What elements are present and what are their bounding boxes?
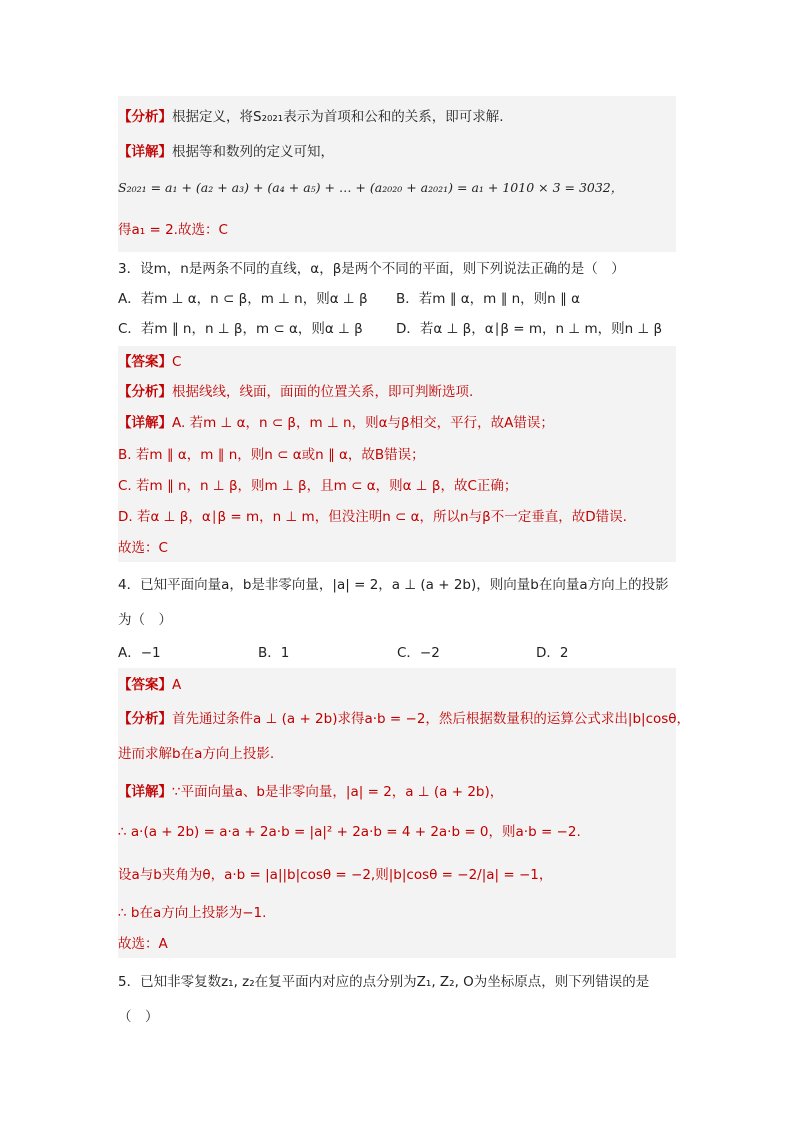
q2-formula: S₂₀₂₁ = a₁ + (a₂ + a₃) + (a₄ + a₅) + … + (a₂₀₂₀ + a₂₀₂₁) = a₁ + 1010 × 3 = 3032， <box>118 180 624 195</box>
analysis-text: 根据线线，线面，面面的位置关系，即可判断选项. <box>172 384 474 400</box>
q4-detail-2: ∴ a·(a + 2b) = a·a + 2a·b = |a|² + 2a·b = 4 + 2a·b = 0，则a·b = −2. <box>118 824 581 840</box>
q4-answer <box>118 675 676 695</box>
q4-detail-4: ∴ b在a方向上投影为−1. <box>118 905 267 921</box>
q3-detail-b: B. 若m ∥ α，m ∥ n，则n ⊂ α或n ∥ α，故B错误； <box>118 447 425 463</box>
answer-text: C <box>172 354 182 370</box>
q4-stem-1: 4．已知平面向量a，b是非零向量，|a| = 2，a ⊥ (a + 2b)，则向量b在向量a方向上的投影 <box>118 577 669 593</box>
q3-choose: 故选：C <box>118 540 168 556</box>
q5-stem-2: （ ） <box>118 1009 159 1025</box>
q3-option-a: A．若m ⊥ α，n ⊂ β，m ⊥ n，则α ⊥ β <box>118 291 368 307</box>
q4-stem-2: 为（ ） <box>118 612 172 628</box>
q4-option-c: C．−2 <box>397 645 440 661</box>
result-text: 得a₁ = 2.故选：C <box>118 222 228 238</box>
q4-choose: 故选：A <box>118 936 168 952</box>
q4-detail-3: 设a与b夹角为θ，a·b = |a||b|cosθ = −2,则|b|cosθ = −2/|a| = −1， <box>118 867 553 883</box>
q5-stem-1: 5．已知非零复数z₁, z₂在复平面内对应的点分别为Z₁, Z₂, O为坐标原点，则下列错误的是 <box>118 974 650 990</box>
answer-tag: 【答案】 <box>118 677 172 693</box>
q4-analysis-2: 进而求解b在a方向上投影. <box>118 746 275 762</box>
answer-tag: 【答案】 <box>118 354 172 370</box>
detail-tag: 【详解】 <box>118 144 172 160</box>
q3-detail-c: C. 若m ∥ n，n ⊥ β，则m ⊥ β，且m ⊂ α，则α ⊥ β，故C正确； <box>118 478 518 494</box>
analysis-tag: 【分析】 <box>118 384 172 400</box>
q2-result <box>118 220 676 240</box>
q2-detail <box>118 142 676 162</box>
analysis-text: 根据定义，将S₂₀₂₁表示为首项和公和的关系，即可求解. <box>172 109 504 125</box>
q4-analysis <box>118 709 691 729</box>
analysis-tag: 【分析】 <box>118 711 172 727</box>
detail-text: 根据等和数列的定义可知， <box>172 144 334 160</box>
q4-detail-1 <box>118 782 676 802</box>
detail-tag: 【详解】 <box>118 415 172 431</box>
detail-tag: 【详解】 <box>118 784 172 800</box>
q3-answer <box>118 352 676 372</box>
detail-text: ∵平面向量a、b是非零向量，|a| = 2，a ⊥ (a + 2b)， <box>172 784 504 800</box>
analysis-tag: 【分析】 <box>118 109 172 125</box>
answer-text: A <box>172 677 182 693</box>
detail-text: A. 若m ⊥ α，n ⊂ β，m ⊥ n，则α与β相交，平行，故A错误； <box>172 415 554 431</box>
q3-option-b: B．若m ∥ α，m ∥ n，则n ∥ α <box>396 291 580 307</box>
q3-detail-d: D. 若α ⊥ β，α∣β = m，n ⊥ m，但没注明n ⊂ α，所以n与β不一定垂直，故D错误. <box>118 509 627 525</box>
q4-option-d: D．2 <box>536 645 569 661</box>
q3-stem: 3．设m，n是两条不同的直线，α，β是两个不同的平面，则下列说法正确的是（ ） <box>118 261 625 277</box>
analysis-text: 首先通过条件a ⊥ (a + 2b)求得a·b = −2，然后根据数量积的运算公式求出|b|cosθ， <box>172 711 691 727</box>
q4-option-b: B．1 <box>258 645 290 661</box>
q4-option-a: A．−1 <box>118 645 161 661</box>
q3-analysis <box>118 382 676 402</box>
q3-option-d: D．若α ⊥ β，α∣β = m，n ⊥ m，则n ⊥ β <box>396 321 663 337</box>
q3-detail-a <box>118 413 676 433</box>
q3-option-c: C．若m ∥ n，n ⊥ β，m ⊂ α，则α ⊥ β <box>118 321 363 337</box>
q2-analysis <box>118 107 676 127</box>
